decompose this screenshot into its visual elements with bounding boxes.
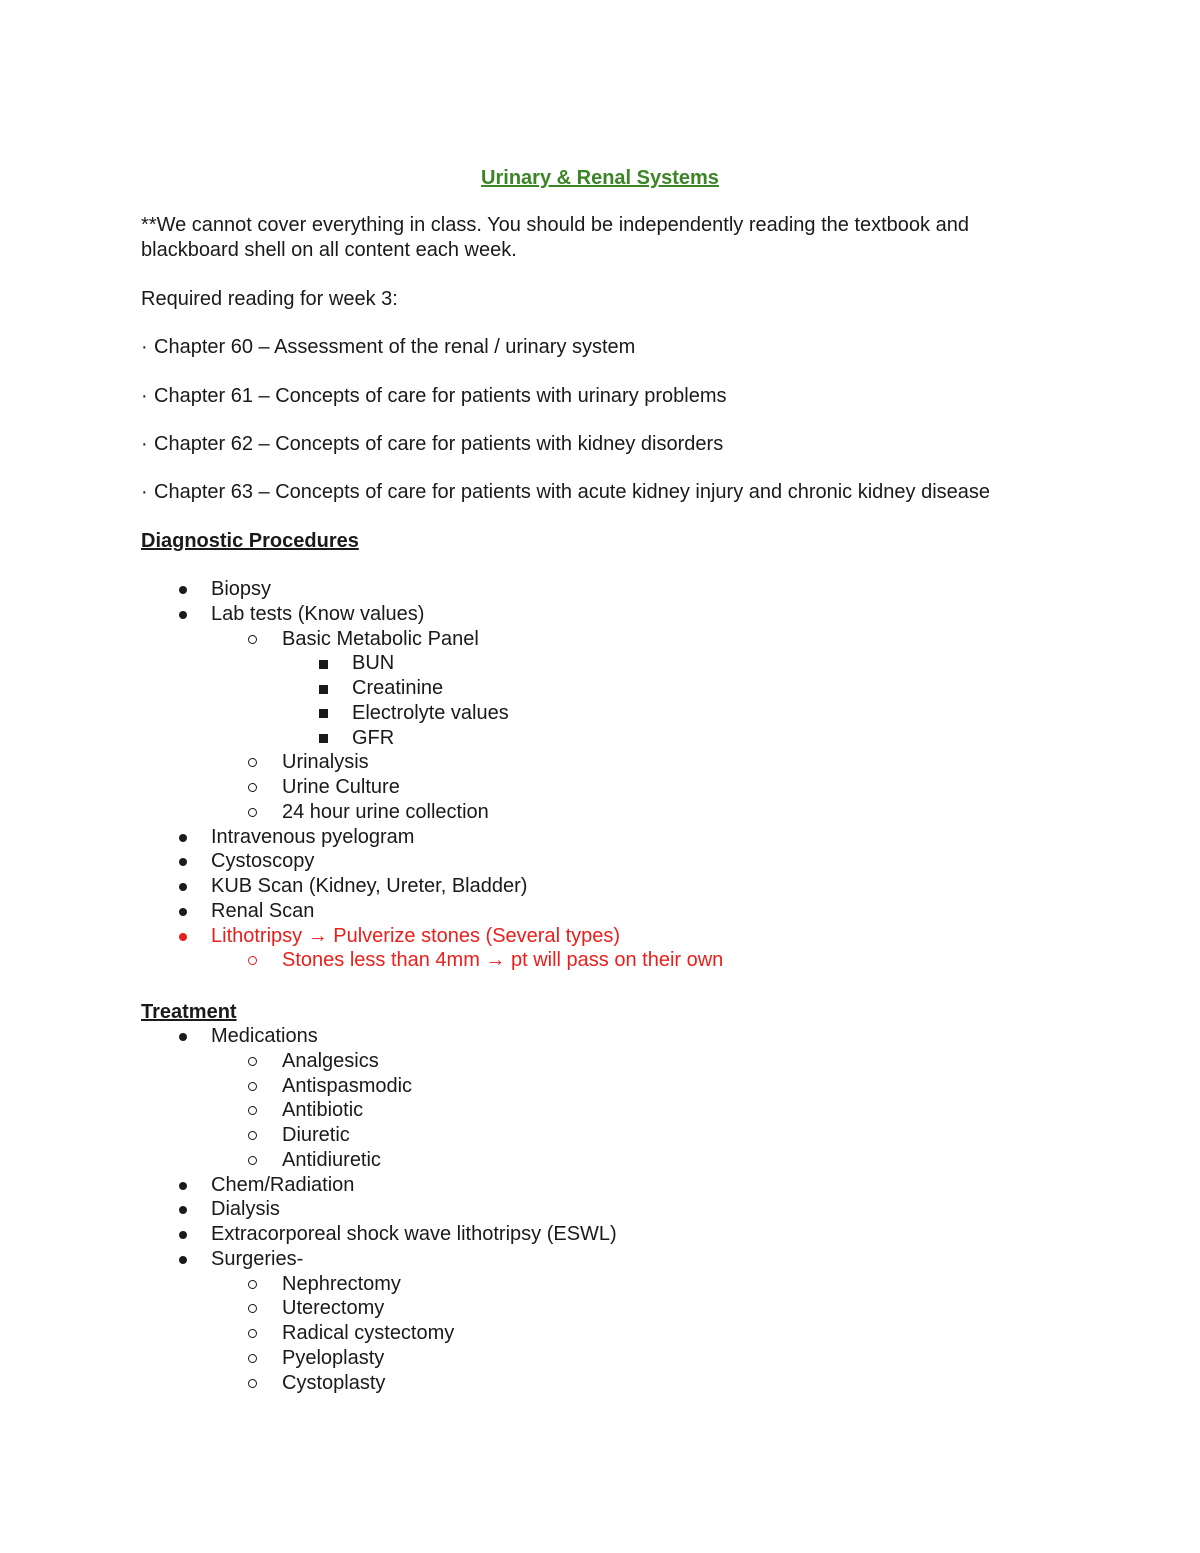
list-item: Radical cystectomy (282, 1322, 455, 1344)
list-item: Antibiotic (282, 1099, 364, 1122)
reading-item (141, 384, 727, 409)
document-title: Urinary & Renal Systems (481, 167, 719, 189)
hollow-circle-bullet-icon (248, 1131, 257, 1140)
hollow-circle-bullet-icon (248, 808, 257, 817)
list-item: 24 hour urine collection (282, 800, 489, 823)
reading-item (141, 432, 723, 457)
hollow-circle-bullet-icon (248, 758, 257, 767)
list-item: Renal Scan (211, 899, 315, 922)
reading-item-text: Chapter 62 – Concepts of care for patients with kidney disorders (154, 433, 724, 455)
filled-circle-bullet-icon (179, 858, 187, 866)
filled-circle-bullet-icon (179, 1206, 187, 1214)
dot-bullet-icon: · (141, 385, 148, 407)
filled-circle-bullet-icon (179, 586, 187, 594)
list-item: Antidiuretic (282, 1148, 381, 1171)
square-bullet-icon (319, 709, 328, 718)
square-bullet-icon (319, 685, 328, 694)
list-item: BUN (352, 652, 395, 675)
reading-item-text: Chapter 63 – Concepts of care for patients with acute kidney injury and chronic kidney disease (154, 481, 991, 503)
list-item: Biopsy (211, 578, 272, 600)
list-item: Intravenous pyelogram (211, 825, 415, 848)
dot-bullet-icon: · (141, 433, 148, 455)
filled-circle-bullet-icon (179, 883, 187, 891)
filled-circle-bullet-icon (179, 1231, 187, 1239)
reading-item (141, 480, 990, 505)
list-item: Electrolyte values (352, 701, 509, 724)
list-item: Chem/Radiation (211, 1173, 355, 1196)
treatment-heading: Treatment (141, 1001, 237, 1023)
filled-circle-bullet-icon (179, 834, 187, 842)
intro-paragraph: **We cannot cover everything in class. You should be independently reading the textbook and blackboard shell on all content each week. (141, 214, 969, 261)
list-item: Basic Metabolic Panel (282, 627, 479, 650)
list-item: Urine Culture (282, 776, 400, 798)
filled-circle-bullet-icon (179, 933, 187, 941)
filled-circle-bullet-icon (179, 908, 187, 916)
list-item: KUB Scan (Kidney, Ureter, Bladder) (211, 875, 528, 897)
hollow-circle-bullet-icon (248, 1354, 257, 1363)
list-item: Nephrectomy (282, 1272, 401, 1295)
list-item: Analgesics (282, 1049, 379, 1072)
square-bullet-icon (319, 660, 328, 669)
hollow-circle-bullet-icon (248, 635, 257, 644)
filled-circle-bullet-icon (179, 1256, 187, 1264)
list-item: Dialysis (211, 1198, 280, 1221)
list-item: GFR (352, 726, 395, 749)
list-item: Stones less than 4mm → pt will pass on their own (282, 949, 724, 972)
list-item: Urinalysis (282, 751, 369, 774)
list-item: Cystoplasty (282, 1371, 386, 1394)
square-bullet-icon (319, 734, 328, 743)
hollow-circle-bullet-icon (248, 1156, 257, 1165)
hollow-circle-bullet-icon (248, 1082, 257, 1091)
list-item: Diuretic (282, 1124, 350, 1146)
hollow-circle-bullet-icon (248, 956, 257, 965)
list-item: Creatinine (352, 677, 444, 699)
list-item: Lab tests (Know values) (211, 602, 425, 625)
reading-item-text: Chapter 60 – Assessment of the renal / urinary system (154, 336, 636, 358)
hollow-circle-bullet-icon (248, 1106, 257, 1115)
diagnostic-procedures-heading: Diagnostic Procedures (141, 530, 359, 552)
hollow-circle-bullet-icon (248, 1057, 257, 1066)
list-item: Cystoscopy (211, 850, 315, 873)
dot-bullet-icon: · (141, 481, 148, 503)
hollow-circle-bullet-icon (248, 1304, 257, 1313)
reading-item (141, 335, 635, 360)
filled-circle-bullet-icon (179, 611, 187, 619)
hollow-circle-bullet-icon (248, 1280, 257, 1289)
filled-circle-bullet-icon (179, 1033, 187, 1041)
hollow-circle-bullet-icon (248, 1379, 257, 1388)
list-item: Pyeloplasty (282, 1346, 385, 1369)
dot-bullet-icon: · (141, 336, 148, 358)
list-item: Surgeries- (211, 1247, 304, 1270)
list-item: Antispasmodic (282, 1074, 413, 1097)
hollow-circle-bullet-icon (248, 1329, 257, 1338)
required-reading-label: Required reading for week 3: (141, 288, 398, 310)
hollow-circle-bullet-icon (248, 783, 257, 792)
reading-item-text: Chapter 61 – Concepts of care for patients with urinary problems (154, 385, 727, 407)
list-item: Medications (211, 1025, 318, 1047)
list-item: Extracorporeal shock wave lithotripsy (ESWL) (211, 1223, 617, 1245)
filled-circle-bullet-icon (179, 1182, 187, 1190)
list-item: Uterectomy (282, 1297, 385, 1320)
list-item: Lithotripsy → Pulverize stones (Several types) (211, 924, 621, 947)
